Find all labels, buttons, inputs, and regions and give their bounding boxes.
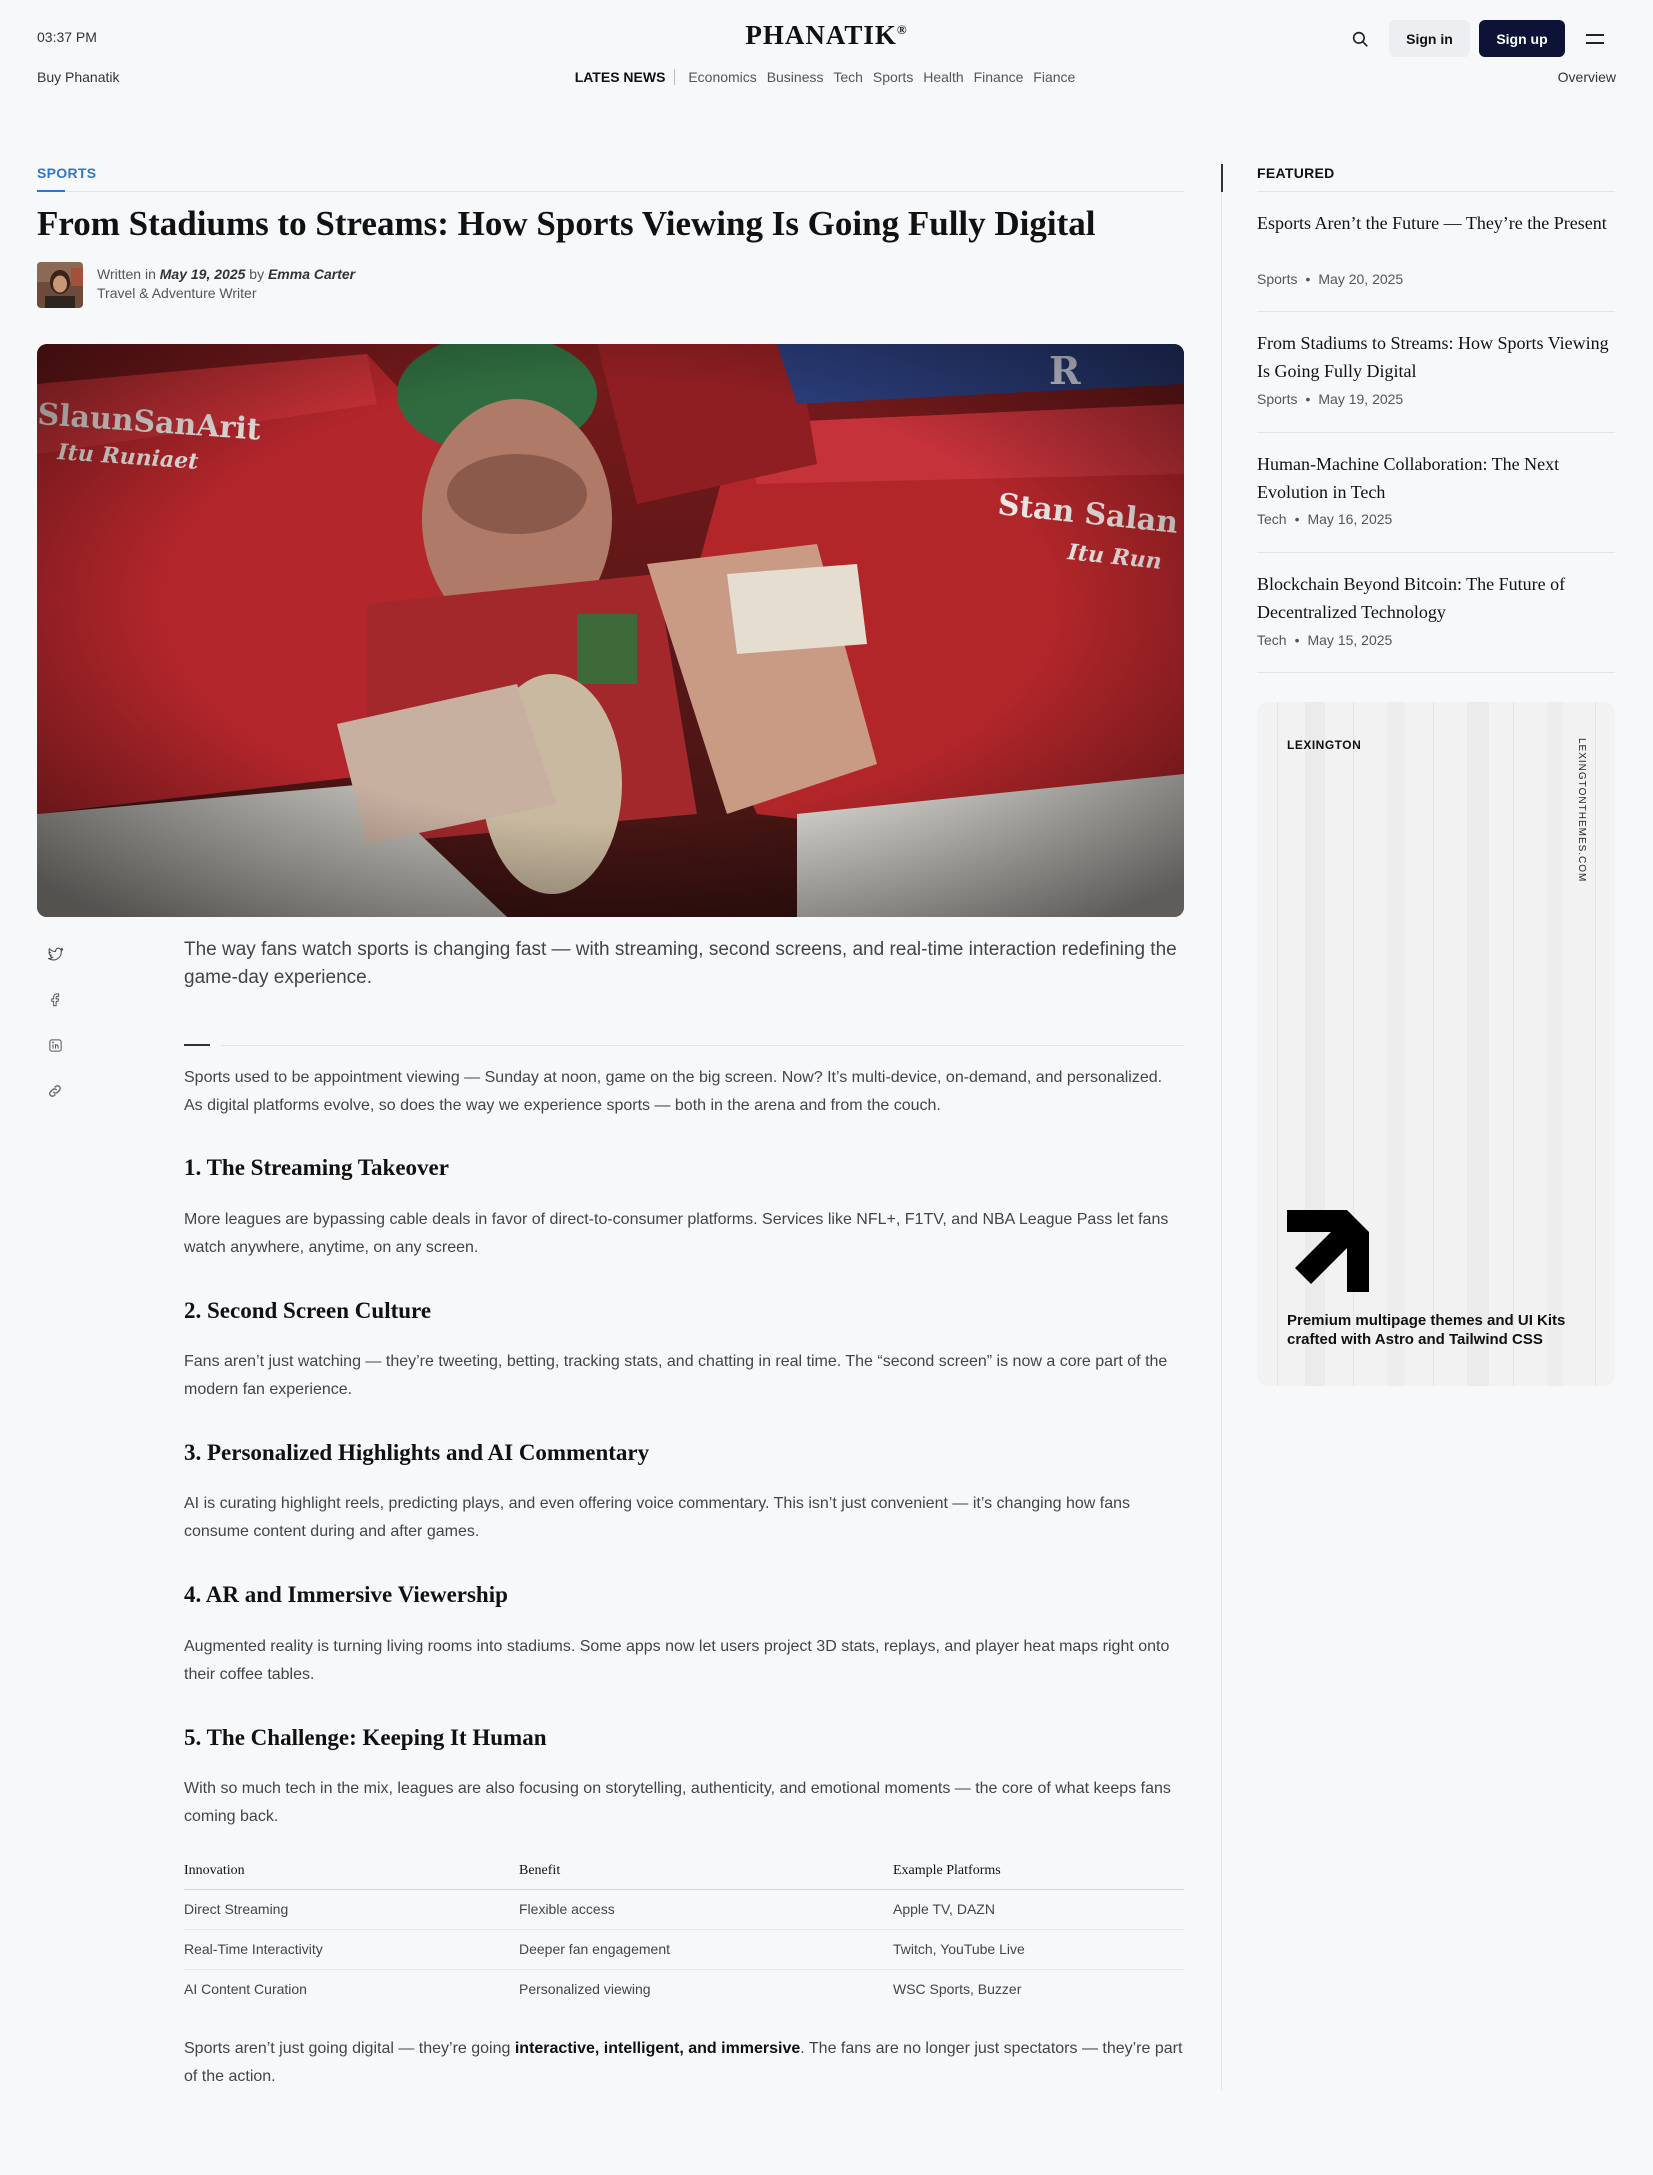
table-cell: Personalized viewing bbox=[519, 1981, 651, 1998]
section-heading: 5. The Challenge: Keeping It Human bbox=[184, 1725, 547, 1750]
sidebar-divider bbox=[1257, 552, 1615, 553]
innovation-table bbox=[184, 1853, 1184, 2009]
featured-article-title[interactable]: Human-Machine Collaboration: The Next Evolution in Tech bbox=[1257, 454, 1560, 502]
closing-text: Sports aren’t just going digital — they’re going bbox=[184, 2040, 515, 2057]
table-row bbox=[184, 1929, 1184, 1969]
featured-article-meta bbox=[1257, 271, 1403, 287]
link-icon bbox=[47, 1083, 63, 1099]
meta-separator: • bbox=[1294, 632, 1300, 648]
meta-separator: • bbox=[1305, 391, 1311, 407]
table-cell: Flexible access bbox=[519, 1889, 893, 1929]
section-body: AI is curating highlight reels, predicting plays, and even offering voice commentary. This isn’t just convenient — it’s changing how fans consume content during and after games. bbox=[184, 1495, 1130, 1540]
featured-heading: FEATURED bbox=[1257, 165, 1335, 181]
section-heading: 3. Personalized Highlights and AI Commentary bbox=[184, 1440, 650, 1465]
body-divider bbox=[221, 1045, 1184, 1046]
nav-item-economics[interactable]: Economics bbox=[688, 69, 757, 85]
featured-article-category[interactable]: Sports bbox=[1257, 271, 1298, 287]
sidebar-divider bbox=[1257, 672, 1615, 673]
section-body: With so much tech in the mix, leagues are also focusing on storytelling, authenticity, and emotional moments — the core of what keeps fans coming back. bbox=[184, 1780, 1171, 1825]
share-linkedin-button[interactable] bbox=[37, 1027, 73, 1063]
sign-in-button[interactable]: Sign in bbox=[1389, 20, 1470, 57]
featured-article-date: May 16, 2025 bbox=[1307, 511, 1393, 527]
nav-item-finance[interactable]: Finance bbox=[973, 69, 1024, 85]
overview-link[interactable]: Overview bbox=[1557, 69, 1616, 85]
featured-article-meta bbox=[1257, 511, 1392, 527]
sidebar-divider bbox=[1257, 311, 1615, 312]
nav-item-latest-news[interactable]: LATES NEWS bbox=[575, 69, 676, 85]
featured-article-meta bbox=[1257, 391, 1403, 407]
article-title: From Stadiums to Streams: How Sports Viewing Is Going Fully Digital bbox=[37, 204, 1096, 243]
twitter-icon bbox=[47, 946, 64, 963]
ad-brand: LEXINGTON bbox=[1287, 738, 1362, 752]
nav-item-sports[interactable]: Sports bbox=[872, 69, 914, 85]
table-header-benefit: Benefit bbox=[519, 1853, 893, 1889]
section-body: Fans aren’t just watching — they’re tweeting, betting, tracking stats, and chatting in real time. The “second screen” is now a core part of the modern fan experience. bbox=[184, 1353, 1168, 1398]
category-nav bbox=[0, 69, 1653, 85]
byline-by: by bbox=[249, 266, 265, 282]
section-body: Augmented reality is turning living rooms into stadiums. Some apps now let users project 3D stats, replays, and player heat maps right onto their coffee tables. bbox=[184, 1638, 1170, 1683]
table-header-innovation: Innovation bbox=[184, 1853, 519, 1889]
sidebar-divider bbox=[1257, 432, 1615, 433]
table-row bbox=[184, 1889, 1184, 1929]
nav-item-tech[interactable]: Tech bbox=[833, 69, 863, 85]
featured-article-category[interactable]: Sports bbox=[1257, 391, 1298, 407]
article-category[interactable]: SPORTS bbox=[37, 165, 97, 181]
nav-item-health[interactable]: Health bbox=[923, 69, 964, 85]
share-twitter-button[interactable] bbox=[37, 936, 73, 972]
brand-name: PHANATIK bbox=[745, 20, 897, 50]
closing-emphasis: interactive, intelligent, and immersive bbox=[514, 2040, 801, 2057]
search-button[interactable] bbox=[1341, 20, 1379, 58]
meta-separator: • bbox=[1305, 271, 1311, 287]
hero-image bbox=[37, 344, 1184, 917]
featured-article-date: May 20, 2025 bbox=[1318, 271, 1404, 287]
table-cell: Direct Streaming bbox=[184, 1889, 519, 1929]
search-icon bbox=[1351, 30, 1369, 48]
author-role: Travel & Adventure Writer bbox=[97, 285, 257, 301]
body-divider-accent bbox=[184, 1044, 210, 1046]
share-facebook-button[interactable] bbox=[37, 981, 73, 1017]
article-intro: Sports used to be appointment viewing — Sunday at noon, game on the big screen. Now? It’s multi-device, on-demand, and personalized. As digital platforms evolve, so does the way we experience sports — both in the arena and from the couch. bbox=[184, 1069, 1163, 1114]
featured-article-meta bbox=[1257, 632, 1392, 648]
sidebar-ad[interactable] bbox=[1257, 702, 1615, 1386]
category-divider-accent bbox=[37, 190, 65, 192]
menu-button[interactable] bbox=[1576, 20, 1614, 58]
table-header-platforms: Example Platforms bbox=[893, 1853, 1184, 1889]
facebook-icon bbox=[48, 992, 63, 1007]
featured-article-title[interactable]: From Stadiums to Streams: How Sports Viewing Is Going Fully Digital bbox=[1257, 333, 1609, 381]
featured-article-category[interactable]: Tech bbox=[1257, 632, 1287, 648]
table-cell: AI Content Curation bbox=[184, 1981, 307, 1998]
meta-separator: • bbox=[1294, 511, 1300, 527]
closing-text-end: . The fans are no longer just spectators — they’re part of the action. bbox=[184, 2040, 1183, 2085]
table-cell: WSC Sports, Buzzer bbox=[893, 1981, 1022, 1998]
menu-icon bbox=[1585, 32, 1605, 46]
article-lede: The way fans watch sports is changing fast — with streaming, second screens, and real-time interaction redefining the game-day experience. bbox=[184, 939, 1177, 988]
table-cell: Deeper fan engagement bbox=[519, 1929, 893, 1969]
featured-article-title[interactable]: Esports Aren’t the Future — They’re the Present bbox=[1257, 213, 1607, 233]
header-time: 03:37 PM bbox=[37, 29, 97, 45]
linkedin-icon bbox=[48, 1038, 63, 1053]
nav-item-fiance[interactable]: Fiance bbox=[1033, 69, 1076, 85]
featured-article-date: May 15, 2025 bbox=[1307, 632, 1393, 648]
article-closing bbox=[184, 2035, 1184, 2091]
buy-link[interactable]: Buy Phanatik bbox=[37, 69, 120, 85]
column-divider-accent bbox=[1221, 164, 1223, 192]
sign-up-button[interactable]: Sign up bbox=[1479, 20, 1565, 57]
featured-article-category[interactable]: Tech bbox=[1257, 511, 1287, 527]
author-name[interactable]: Emma Carter bbox=[267, 266, 356, 282]
brand-registered-mark: ® bbox=[896, 22, 908, 37]
section-heading: 1. The Streaming Takeover bbox=[184, 1155, 449, 1180]
byline-prefix: Written in bbox=[97, 266, 156, 282]
table-header-row bbox=[184, 1853, 1184, 1889]
nav-item-business[interactable]: Business bbox=[766, 69, 824, 85]
lexington-logo-icon bbox=[1287, 1210, 1369, 1292]
article-byline bbox=[97, 266, 355, 282]
ad-copy: Premium multipage themes and UI Kits crafted with Astro and Tailwind CSS bbox=[1287, 1312, 1566, 1348]
table-row bbox=[184, 1969, 1184, 2009]
column-divider bbox=[1221, 160, 1222, 2090]
section-body: More leagues are bypassing cable deals in favor of direct-to-consumer platforms. Services like NFL+, F1TV, and NBA League Pass let fans watch anywhere, anytime, on any screen. bbox=[184, 1211, 1169, 1256]
share-link-button[interactable] bbox=[37, 1073, 73, 1109]
featured-article-date: May 19, 2025 bbox=[1318, 391, 1404, 407]
featured-article-title[interactable]: Blockchain Beyond Bitcoin: The Future of Decentralized Technology bbox=[1257, 574, 1566, 622]
article-date: May 19, 2025 bbox=[159, 266, 246, 282]
sidebar-divider bbox=[1257, 191, 1615, 192]
section-heading: 4. AR and Immersive Viewership bbox=[184, 1582, 508, 1607]
table-cell: Twitch, YouTube Live bbox=[893, 1929, 1184, 1969]
table-cell: Real-Time Interactivity bbox=[184, 1929, 519, 1969]
section-heading: 2. Second Screen Culture bbox=[184, 1298, 432, 1323]
author-avatar[interactable] bbox=[37, 262, 83, 308]
ad-url: LEXINGTONTHEMES.COM bbox=[1576, 738, 1587, 883]
category-divider bbox=[37, 191, 1184, 192]
table-cell: Apple TV, DAZN bbox=[893, 1889, 1184, 1929]
